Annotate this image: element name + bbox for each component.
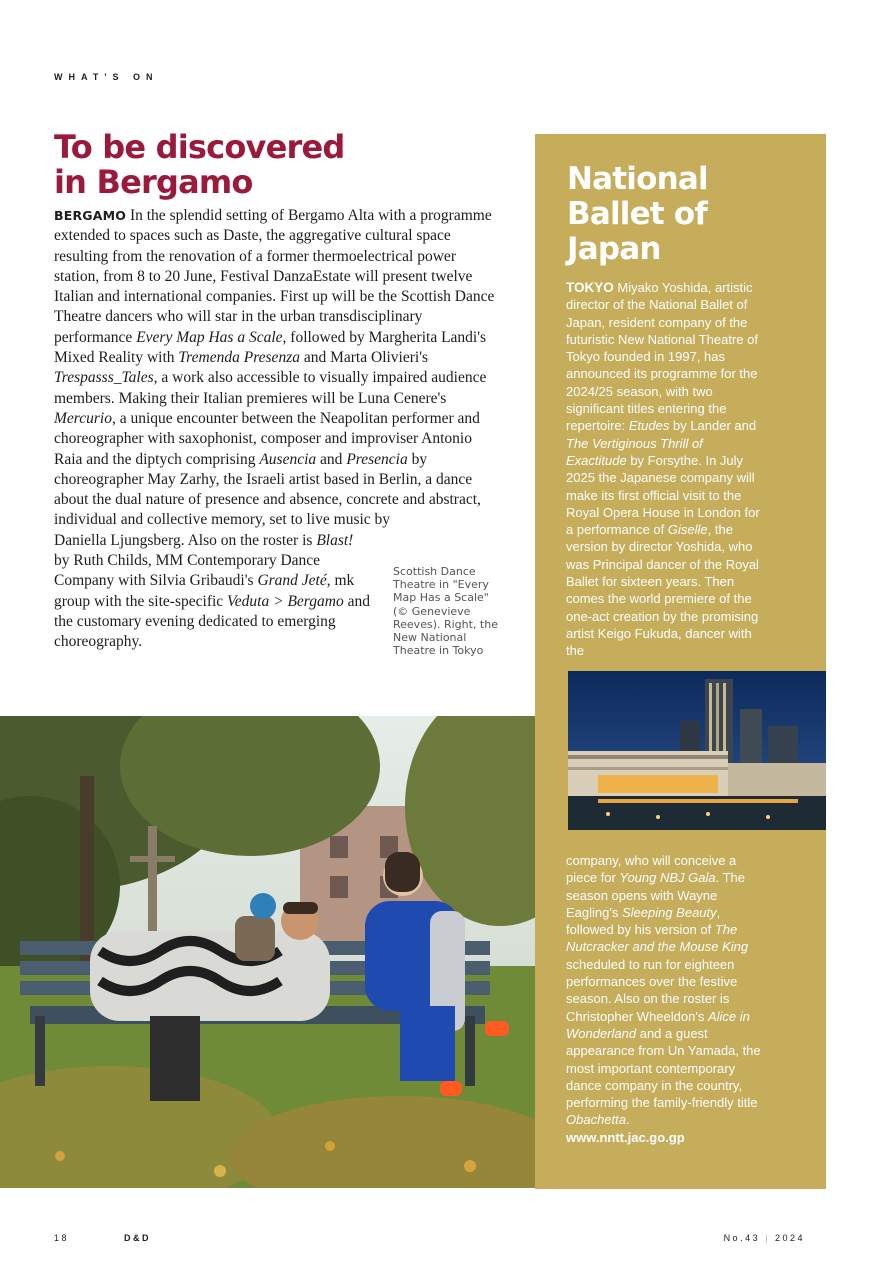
sidebar-body-top xyxy=(566,279,766,660)
body-text: . The season opens with Wayne Eagling's xyxy=(566,870,745,920)
work-title: Obachetta xyxy=(566,1112,626,1128)
work-title: Presencia xyxy=(346,450,408,468)
body-text: by Forsythe. In July 2025 the Japanese company will make its first official visit to the Royal Opera House in London for a performance of xyxy=(566,452,760,538)
body-text: In the splendid setting of Bergamo Alta with a programme extended to spaces such as Daste, the aggregative cultural space resulting from the renovation of a former thermoelectrical power station, from 8 to 20 June, Festival DanzaEstate will present twelve Italian and international companies. First up will be the Scottish Dance Theatre dancers who will star in the urban transdisciplinary performance xyxy=(54,207,495,346)
dancers-on-bench-photo xyxy=(0,716,536,1188)
body-text: Miyako Yoshida, artistic director of the National Ballet of Japan, resident company of the futuristic New National Theatre of Tokyo founded in 1997, has announced its programme for the 2024/25 season, with two significant titles entering the repertoire: xyxy=(566,280,758,434)
work-title: Grand Jeté xyxy=(257,572,327,590)
body-text: , followed by Margherita Landi's Mixed Reality with xyxy=(54,328,487,367)
sidebar-title-line-2: Ballet of xyxy=(567,196,708,232)
body-text: and xyxy=(316,450,347,468)
issue-year: 2024 xyxy=(774,1233,805,1243)
body-text: , a unique encounter between the Neapolitan performer and choreographer with saxophonist, composer and improviser Antonio Raia and the diptych comprising xyxy=(54,409,480,468)
work-title: The Nutcracker and the Mouse King xyxy=(566,922,749,955)
body-text: , the version by director Yoshida, who was Principal dancer of the Royal Ballet for sixteen years. Then comes the world premiere of the one-act creation by the promising artist Keigo Fukuda, dancer with the xyxy=(566,522,759,659)
body-text: , mk xyxy=(326,572,355,590)
left-article-title xyxy=(54,130,514,200)
sidebar-lead: TOKYO xyxy=(566,280,614,295)
work-title: Every Map Has a Scale xyxy=(136,328,283,346)
left-title-line-1: To be discovered xyxy=(54,128,345,166)
sidebar-body-bottom xyxy=(566,852,766,1146)
left-article-lead: BERGAMO xyxy=(54,208,127,223)
body-text: by choreographer May Zarhy, the Israeli artist based in Berlin, a dance about the dual nature of presence and absence, concrete and abstract, individual and collective memory, set to live music by xyxy=(54,450,481,529)
body-text: company, who will conceive a piece for xyxy=(566,853,737,886)
section-label: WHAT'S ON xyxy=(54,72,159,82)
body-text: Company with Silvia Gribaudi's xyxy=(54,572,258,590)
sidebar-title-line-3: Japan xyxy=(567,231,661,267)
body-text: and Marta Olivieri's xyxy=(299,349,429,367)
work-title: Trespasss_Tales, xyxy=(54,369,158,387)
sidebar-title-line-1: National xyxy=(567,161,708,197)
page-number: 18 xyxy=(54,1233,70,1243)
body-text: Daniella Ljungsberg. Also on the roster is xyxy=(54,531,317,549)
work-title: Tremenda Presenza xyxy=(178,349,300,367)
issue-separator: | xyxy=(765,1233,770,1243)
magazine-name: D&D xyxy=(124,1233,151,1243)
body-text: the customary evening dedicated to emerging xyxy=(54,612,336,630)
work-title: Young NBJ Gala xyxy=(619,870,716,886)
work-title: Giselle xyxy=(667,522,708,538)
work-title: Etudes xyxy=(628,418,670,434)
body-text: scheduled to run for eighteen performances over the festive season. Also on the roster is Christopher Wheeldon's xyxy=(566,956,738,1024)
body-text: by Ruth Childs, MM Contemporary Dance xyxy=(54,552,321,570)
body-text: , followed by his version of xyxy=(566,904,721,938)
body-text: group with the site-specific xyxy=(54,592,228,610)
work-title: The Vertiginous Thrill of Exactitude xyxy=(566,435,703,468)
left-title-line-2: in Bergamo xyxy=(54,163,253,201)
issue-number: No.43 xyxy=(723,1233,761,1243)
work-title: Mercurio xyxy=(54,409,112,427)
body-text: . xyxy=(626,1112,630,1128)
new-national-theatre-photo xyxy=(568,671,826,830)
work-title: Blast! xyxy=(316,531,354,549)
photo-caption: Scottish Dance Theatre in "Every Map Has a Scale" (© Genevieve Reeves). Right, the New National Theatre in Tokyo xyxy=(393,565,498,658)
work-title: Veduta > Bergamo xyxy=(227,592,344,610)
issue-info xyxy=(724,1233,805,1243)
body-text: a work also accessible to visually impaired audience members. Making their Italian premieres will be Luna Cenere's xyxy=(54,369,487,407)
work-title: Alice in Wonderland xyxy=(566,1008,750,1041)
body-text: by Lander and xyxy=(669,418,757,434)
body-text: choreography. xyxy=(54,633,143,651)
work-title: Ausencia xyxy=(259,450,317,468)
body-text: and a guest appearance from Un Yamada, the most important contemporary dance company in the country, performing the family-friendly title xyxy=(566,1025,761,1111)
body-text: and xyxy=(343,592,370,610)
sidebar-website-link[interactable]: www.nntt.jac.go.gp xyxy=(566,1129,685,1145)
sidebar-title xyxy=(567,162,817,267)
work-title: Sleeping Beauty xyxy=(621,904,717,920)
